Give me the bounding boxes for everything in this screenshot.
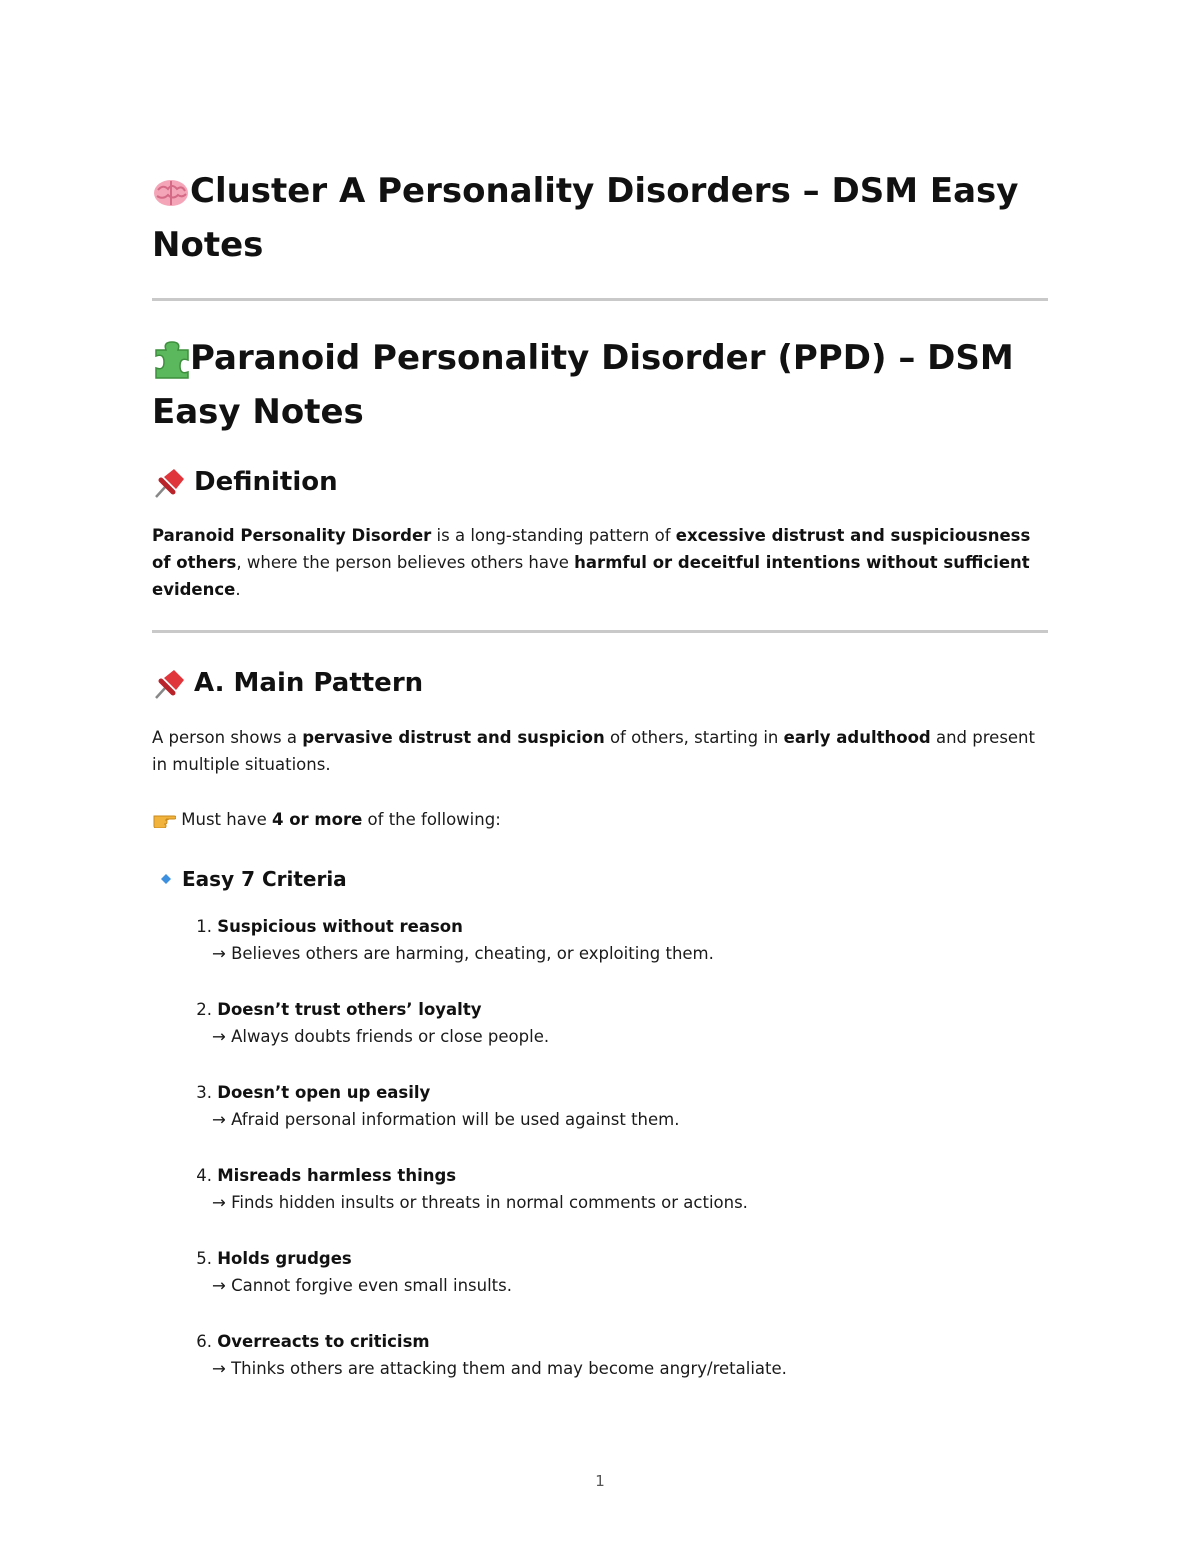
pointing-hand-icon — [152, 808, 176, 836]
definition-heading — [152, 465, 1048, 499]
main-pattern-text: A person shows a — [152, 728, 303, 747]
page-number: 1 — [595, 1472, 605, 1490]
criteria-description: → Believes others are harming, cheating, or exploiting them. — [212, 944, 714, 963]
criteria-item — [190, 1079, 1040, 1133]
criteria-number: 5. — [196, 1249, 212, 1268]
criteria-item — [190, 1162, 1040, 1216]
criteria-heading-text: Easy 7 Criteria — [182, 867, 347, 891]
criteria-title: Doesn’t open up easily — [217, 1083, 431, 1102]
criteria-heading — [160, 864, 347, 893]
main-pattern-emphasis: early adulthood — [783, 728, 931, 747]
horizontal-divider — [152, 630, 1048, 633]
criteria-description: → Finds hidden insults or threats in normal comments or actions. — [212, 1193, 748, 1212]
criteria-description: → Thinks others are attacking them and may become angry/retaliate. — [212, 1359, 787, 1378]
criteria-title: Doesn’t trust others’ loyalty — [217, 1000, 482, 1019]
must-have-text: Must have — [176, 810, 272, 829]
criteria-number: 4. — [196, 1166, 212, 1185]
horizontal-divider — [152, 298, 1048, 301]
definition-heading-text: Definition — [194, 467, 338, 497]
definition-text: . — [235, 580, 241, 599]
definition-paragraph — [152, 522, 1048, 603]
criteria-title: Suspicious without reason — [217, 917, 463, 936]
brain-icon — [152, 164, 190, 218]
must-have-line — [152, 806, 1048, 836]
definition-term: Paranoid Personality Disorder — [152, 526, 432, 545]
criteria-item — [190, 913, 1040, 967]
must-have-count: 4 or more — [271, 810, 363, 829]
criteria-title: Holds grudges — [217, 1249, 352, 1268]
criteria-number: 6. — [196, 1332, 212, 1351]
definition-text: , where the person believes others have — [236, 553, 575, 572]
criteria-title: Misreads harmless things — [217, 1166, 457, 1185]
criteria-item — [190, 1245, 1040, 1299]
criteria-number: 2. — [196, 1000, 212, 1019]
main-pattern-heading-text: A. Main Pattern — [194, 668, 424, 698]
definition-emphasis: excessive distrust and suspiciousness of others — [152, 526, 1031, 572]
criteria-item — [190, 996, 1040, 1050]
definition-text: is a long-standing pattern of — [431, 526, 676, 545]
small-blue-diamond-icon — [160, 864, 182, 892]
criteria-description: → Afraid personal information will be used against them. — [212, 1110, 680, 1129]
must-have-text: of the following: — [362, 810, 501, 829]
criteria-description: → Always doubts friends or close people. — [212, 1027, 550, 1046]
main-pattern-paragraph — [152, 724, 1048, 778]
criteria-title: Overreacts to criticism — [217, 1332, 430, 1351]
main-pattern-emphasis: pervasive distrust and suspicion — [302, 728, 605, 747]
pushpin-icon — [152, 666, 194, 700]
document-title-text: Cluster A Personality Disorders – DSM Easy Notes — [152, 171, 1019, 265]
criteria-item — [190, 1328, 1040, 1382]
section-title-text: Paranoid Personality Disorder (PPD) – DSM Easy Notes — [152, 338, 1014, 432]
definition-emphasis: harmful or deceitful intentions without sufficient evidence — [152, 553, 1030, 599]
pushpin-icon — [152, 465, 194, 499]
main-pattern-text: of others, starting in — [604, 728, 784, 747]
main-pattern-heading — [152, 666, 1048, 700]
document-title — [152, 164, 1048, 272]
criteria-number: 1. — [196, 917, 212, 936]
puzzle-piece-icon — [152, 331, 190, 385]
criteria-number: 3. — [196, 1083, 212, 1102]
main-pattern-text: and present in multiple situations. — [152, 728, 1035, 774]
criteria-description: → Cannot forgive even small insults. — [212, 1276, 512, 1295]
section-title — [152, 331, 1048, 439]
